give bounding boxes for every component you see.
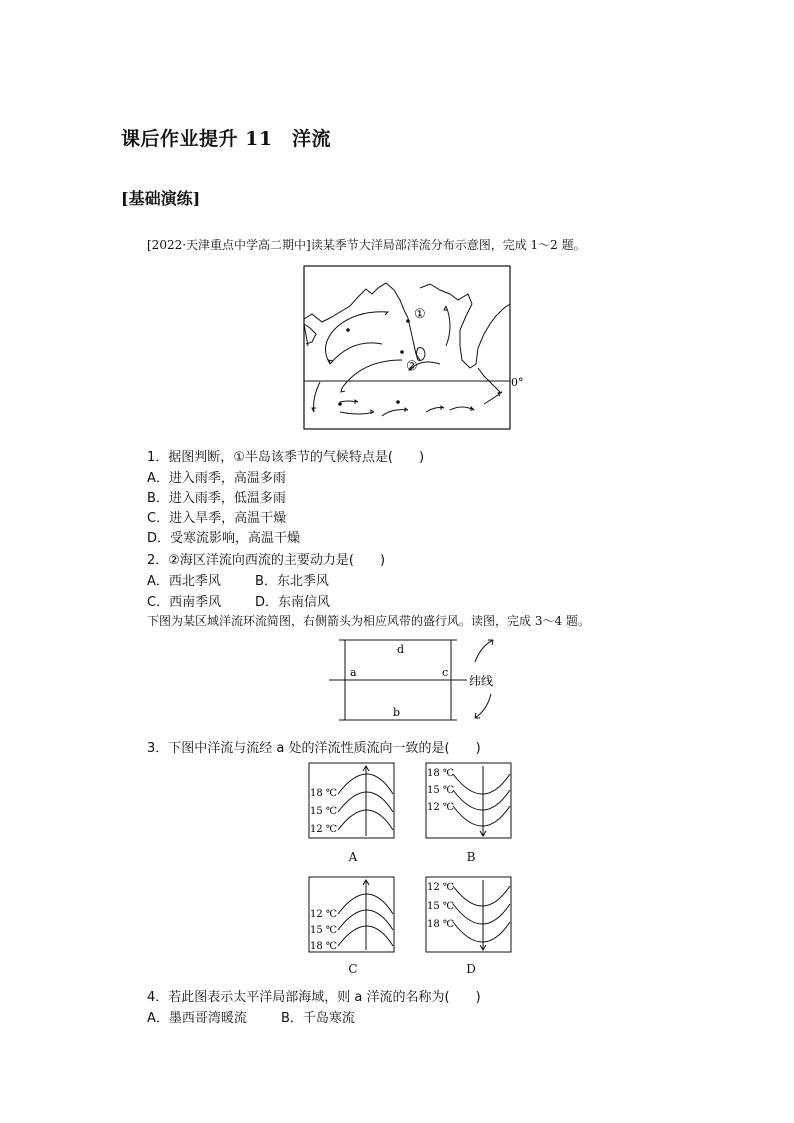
q1-option-a: A．进入雨季，高温多雨: [147, 471, 286, 486]
q4-stem: 4．若此图表示太平洋局部海域，则 a 洋流的名称为( ): [147, 990, 481, 1005]
iso-d-label-3: 18 ℃: [427, 919, 455, 930]
q1-option-b: B．进入雨季，低温多雨: [147, 491, 286, 506]
iso-caption-b: B: [466, 850, 476, 864]
q2-option-d: D．东南信风: [255, 595, 331, 610]
isotherm-panel-d: [425, 876, 513, 954]
iso-b-label-1: 18 ℃: [427, 768, 455, 779]
q1-option-c: C．进入旱季，高温干燥: [147, 511, 287, 526]
gyre-diagram: [325, 636, 500, 724]
q4-options-row1: [147, 1007, 355, 1026]
q2-option-a: A．西北季风: [147, 574, 221, 589]
iso-c-label-3: 18 ℃: [310, 941, 338, 952]
q4-option-b: B．千岛寒流: [281, 1011, 355, 1026]
label-c: c: [442, 666, 449, 679]
isotherm-panel-a: [308, 762, 396, 840]
q2-options-row2: [147, 591, 330, 610]
iso-c-label-2: 15 ℃: [310, 925, 338, 936]
iso-d-label-2: 15 ℃: [427, 901, 455, 912]
ocean-current-map: [300, 264, 530, 432]
coastline-arabia-india: [304, 283, 420, 360]
page-title: 课后作业提升 11 洋流: [121, 128, 332, 150]
equator-label: 0°: [511, 376, 524, 389]
iso-b-label-3: 12 ℃: [427, 802, 455, 813]
island-srilanka: [417, 348, 426, 361]
wind-arrow-lower: [475, 694, 491, 718]
q2-option-c: C．西南季风: [147, 595, 222, 610]
isotherm-panel-b: [425, 762, 513, 840]
peninsula-label-1: ①: [414, 307, 426, 322]
q2-stem: 2．②海区洋流向西流的主要动力是( ): [147, 553, 386, 568]
label-d: d: [397, 643, 405, 656]
coastline-bay: [420, 284, 450, 294]
coastline-sumatra: [478, 368, 500, 392]
iso-d-label-1: 12 ℃: [427, 882, 455, 893]
iso-caption-d: D: [466, 962, 476, 976]
iso-caption-c: C: [348, 962, 358, 976]
iso-c-label-1: 12 ℃: [310, 909, 338, 920]
iso-a-label-1: 18 ℃: [310, 788, 338, 799]
map-frame: [304, 266, 510, 429]
q1-stem: 1．据图判断，①半岛该季节的气候特点是( ): [147, 450, 425, 465]
iso-a-label-2: 15 ℃: [310, 806, 338, 817]
label-b: b: [393, 706, 401, 719]
iso-b-label-2: 15 ℃: [427, 785, 455, 796]
sea-label-2: ②: [406, 359, 418, 374]
q2-option-b: B．东北季风: [255, 574, 329, 589]
section-heading: [基础演练]: [121, 189, 201, 208]
isotherm-panel-c: [308, 876, 396, 954]
q2-options-row1: [147, 570, 329, 589]
wind-arrow-upper: [475, 640, 493, 662]
q1-option-d: D．受寒流影响，高温干燥: [147, 531, 301, 546]
label-a: a: [350, 666, 357, 679]
iso-a-label-3: 12 ℃: [310, 824, 338, 835]
q3-stem: 3．下图中洋流与流经 a 处的洋流性质流向一致的是( ): [147, 741, 481, 756]
coastline-horn: [304, 324, 308, 346]
latitude-label: 纬线: [469, 674, 494, 688]
intro-q3-4: 下图为某区域洋流环流简图，右侧箭头为相应风带的盛行风。读图，完成 3～4 题。: [147, 614, 590, 628]
iso-caption-a: A: [348, 850, 358, 864]
coastline-southeast-asia: [450, 294, 510, 368]
q4-option-a: A．墨西哥湾暖流: [147, 1011, 247, 1026]
intro-q1-2: [2022·天津重点中学高二期中]读某季节大洋局部洋流分布示意图，完成 1～2 题。: [147, 238, 586, 252]
